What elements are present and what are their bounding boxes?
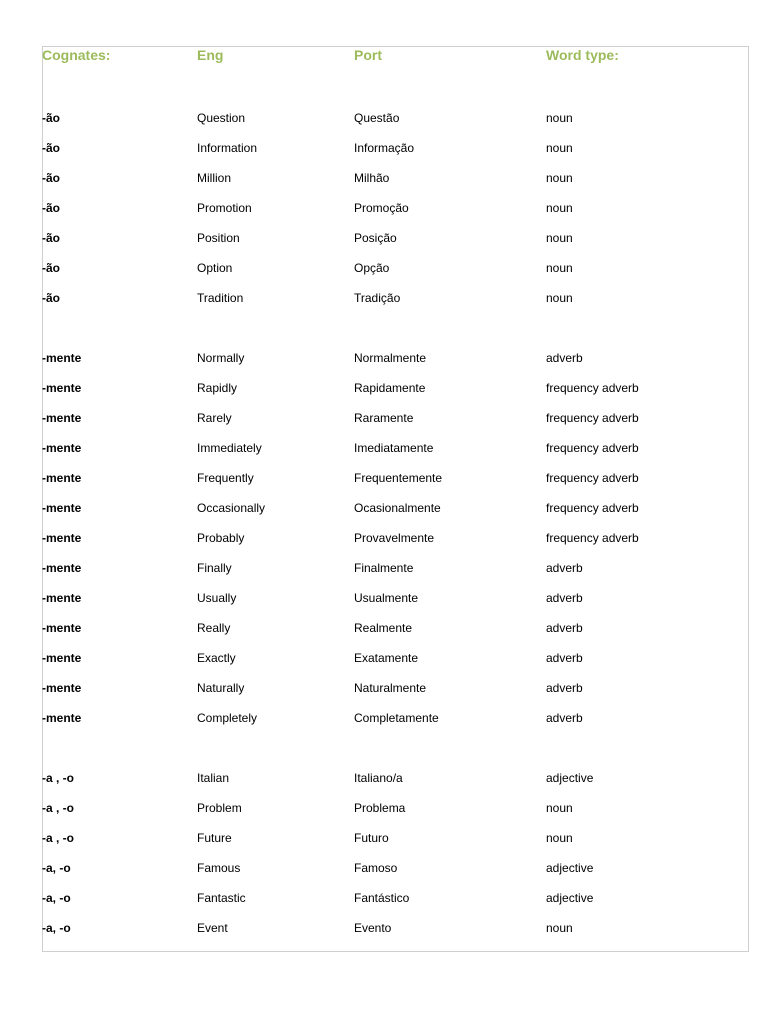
eng-cell: Italian [197, 771, 230, 785]
table-row [0, 168, 768, 188]
port-cell: Informação [354, 141, 415, 155]
header-word-type: Word type: [546, 47, 619, 63]
cognate-cell: -mente [42, 531, 82, 545]
port-cell: Naturalmente [354, 681, 427, 695]
word-type-cell: frequency adverb [546, 471, 639, 485]
word-type-cell: noun [546, 201, 573, 215]
eng-cell: Tradition [197, 291, 244, 305]
header-cognates: Cognates: [42, 47, 111, 63]
eng-cell: Usually [197, 591, 237, 605]
eng-cell: Frequently [197, 471, 254, 485]
cognate-cell: -mente [42, 411, 82, 425]
cognate-cell: -mente [42, 501, 82, 515]
port-cell: Raramente [354, 411, 414, 425]
port-cell: Provavelmente [354, 531, 435, 545]
word-type-cell: noun [546, 141, 573, 155]
cognate-cell: -mente [42, 591, 82, 605]
table-row [0, 648, 768, 668]
table-row [0, 678, 768, 698]
cognate-cell: -mente [42, 471, 82, 485]
table-row [0, 768, 768, 788]
cognate-cell: -ão [42, 291, 60, 305]
eng-cell: Really [197, 621, 231, 635]
table-row [0, 798, 768, 818]
word-type-cell: adjective [546, 861, 594, 875]
eng-cell: Fantastic [197, 891, 246, 905]
port-cell: Italiano/a [354, 771, 403, 785]
cognate-cell: -ão [42, 201, 60, 215]
port-cell: Posição [354, 231, 397, 245]
cognate-cell: -mente [42, 681, 82, 695]
cognate-cell: -a, -o [42, 921, 71, 935]
port-cell: Futuro [354, 831, 389, 845]
table-row [0, 288, 768, 308]
word-type-cell: adverb [546, 591, 583, 605]
port-cell: Evento [354, 921, 392, 935]
cognate-cell: -ão [42, 141, 60, 155]
cognate-cell: -a , -o [42, 771, 74, 785]
table-row [0, 378, 768, 398]
word-type-cell: noun [546, 171, 573, 185]
cognate-cell: -ão [42, 171, 60, 185]
word-type-cell: frequency adverb [546, 411, 639, 425]
word-type-cell: noun [546, 801, 573, 815]
eng-cell: Future [197, 831, 232, 845]
port-cell: Fantástico [354, 891, 410, 905]
word-type-cell: adverb [546, 561, 583, 575]
word-type-cell: adverb [546, 711, 583, 725]
word-type-cell: frequency adverb [546, 441, 639, 455]
word-type-cell: adverb [546, 351, 583, 365]
eng-cell: Event [197, 921, 228, 935]
port-cell: Realmente [354, 621, 413, 635]
word-type-cell: frequency adverb [546, 381, 639, 395]
table-row [0, 858, 768, 878]
cognate-cell: -mente [42, 561, 82, 575]
port-cell: Tradição [354, 291, 401, 305]
cognate-cell: -ão [42, 261, 60, 275]
table-row [0, 108, 768, 128]
word-type-cell: adverb [546, 621, 583, 635]
eng-cell: Option [197, 261, 233, 275]
table-row [0, 438, 768, 458]
eng-cell: Million [197, 171, 232, 185]
port-cell: Completamente [354, 711, 439, 725]
port-cell: Problema [354, 801, 406, 815]
table-header [0, 47, 768, 67]
cognate-cell: -a , -o [42, 831, 74, 845]
word-type-cell: adjective [546, 891, 594, 905]
port-cell: Opção [354, 261, 390, 275]
table-row [0, 708, 768, 728]
eng-cell: Question [197, 111, 246, 125]
port-cell: Usualmente [354, 591, 419, 605]
eng-cell: Rarely [197, 411, 232, 425]
table-row [0, 828, 768, 848]
table-row [0, 498, 768, 518]
eng-cell: Probably [197, 531, 245, 545]
port-cell: Ocasionalmente [354, 501, 441, 515]
port-cell: Milhão [354, 171, 390, 185]
table-row [0, 888, 768, 908]
port-cell: Questão [354, 111, 400, 125]
port-cell: Promoção [354, 201, 409, 215]
table-row [0, 918, 768, 938]
word-type-cell: adverb [546, 651, 583, 665]
word-type-cell: frequency adverb [546, 531, 639, 545]
eng-cell: Rapidly [197, 381, 238, 395]
eng-cell: Famous [197, 861, 241, 875]
table-row [0, 468, 768, 488]
cognate-cell: -ão [42, 111, 60, 125]
cognate-cell: -mente [42, 621, 82, 635]
word-type-cell: noun [546, 291, 573, 305]
table-row [0, 618, 768, 638]
eng-cell: Promotion [197, 201, 252, 215]
port-cell: Finalmente [354, 561, 414, 575]
cognate-cell: -mente [42, 381, 82, 395]
cognate-cell: -a, -o [42, 861, 71, 875]
eng-cell: Normally [197, 351, 245, 365]
word-type-cell: noun [546, 921, 573, 935]
word-type-cell: noun [546, 261, 573, 275]
table-row [0, 588, 768, 608]
word-type-cell: noun [546, 111, 573, 125]
port-cell: Exatamente [354, 651, 419, 665]
eng-cell: Exactly [197, 651, 236, 665]
eng-cell: Information [197, 141, 258, 155]
eng-cell: Immediately [197, 441, 262, 455]
cognate-cell: -a , -o [42, 801, 74, 815]
table-row [0, 228, 768, 248]
port-cell: Famoso [354, 861, 398, 875]
port-cell: Imediatamente [354, 441, 434, 455]
eng-cell: Occasionally [197, 501, 266, 515]
header-port: Port [354, 47, 382, 63]
cognate-cell: -mente [42, 651, 82, 665]
table-row [0, 348, 768, 368]
eng-cell: Position [197, 231, 240, 245]
port-cell: Rapidamente [354, 381, 426, 395]
eng-cell: Naturally [197, 681, 245, 695]
port-cell: Normalmente [354, 351, 427, 365]
word-type-cell: frequency adverb [546, 501, 639, 515]
word-type-cell: noun [546, 831, 573, 845]
header-eng: Eng [197, 47, 224, 63]
eng-cell: Finally [197, 561, 232, 575]
table-row [0, 138, 768, 158]
cognate-cell: -mente [42, 711, 82, 725]
word-type-cell: adverb [546, 681, 583, 695]
word-type-cell: noun [546, 231, 573, 245]
table-row [0, 258, 768, 278]
eng-cell: Completely [197, 711, 258, 725]
cognate-cell: -mente [42, 441, 82, 455]
table-row [0, 408, 768, 428]
table-row [0, 198, 768, 218]
eng-cell: Problem [197, 801, 242, 815]
cognate-cell: -a, -o [42, 891, 71, 905]
port-cell: Frequentemente [354, 471, 443, 485]
table-row [0, 558, 768, 578]
table-row [0, 528, 768, 548]
word-type-cell: adjective [546, 771, 594, 785]
cognate-cell: -ão [42, 231, 60, 245]
cognate-cell: -mente [42, 351, 82, 365]
